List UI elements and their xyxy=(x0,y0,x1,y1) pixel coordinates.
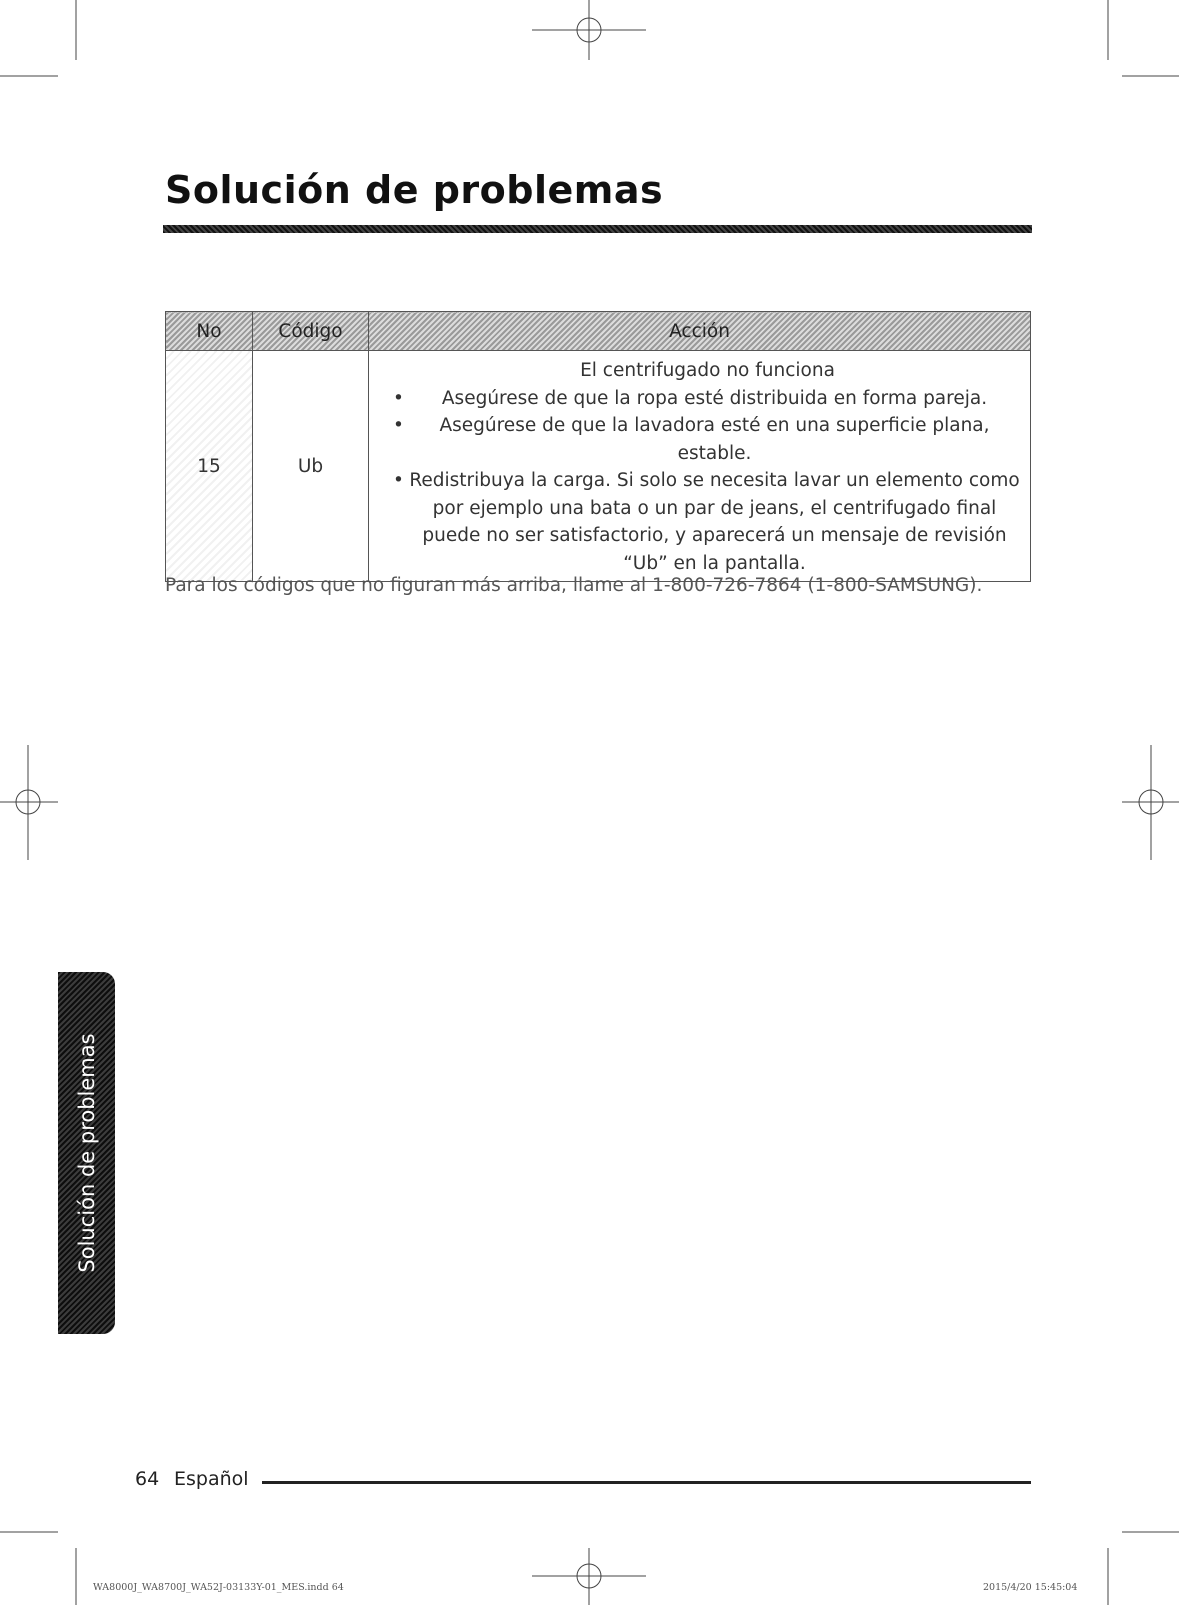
page-title: Solución de problemas xyxy=(165,168,664,212)
list-item: • Redistribuya la carga. Si solo se necesita lavar un elemento como por ejemplo una bata o un par de jeans, el centrifugado final puede no ser satisfactorio, y aparecerá un mensaje de revisión “Ub” en la pantalla. xyxy=(393,467,1022,577)
column-header-no: No xyxy=(166,312,253,351)
section-side-tab xyxy=(58,972,115,1334)
side-tab-label: Solución de problemas xyxy=(74,1033,99,1273)
cell-code: Ub xyxy=(253,351,369,582)
list-item: • Asegúrese de que la lavadora esté en una superficie plana, estable. xyxy=(393,412,1022,467)
print-slug-timestamp: 2015/4/20 15:45:04 xyxy=(983,1582,1078,1593)
cell-action xyxy=(369,351,1031,582)
cell-no: 15 xyxy=(166,351,253,582)
column-header-code: Código xyxy=(253,312,369,351)
print-slug-file: WA8000J_WA8700J_WA52J-03133Y-01_MES.indd 64 xyxy=(93,1582,344,1593)
error-code-table xyxy=(165,311,1031,582)
action-heading: El centrifugado no funciona xyxy=(580,360,835,381)
page-number: 64 xyxy=(135,1468,160,1490)
page-language: Español xyxy=(174,1468,249,1490)
table-row xyxy=(166,351,1031,582)
title-rule xyxy=(163,225,1032,233)
action-bullet-list xyxy=(393,385,1022,578)
list-item: • Asegúrese de que la ropa esté distribuida en forma pareja. xyxy=(393,385,1022,413)
footnote: Para los códigos que no figuran más arriba, llame al 1-800-726-7864 (1-800-SAMSUNG). xyxy=(165,575,983,596)
column-header-action: Acción xyxy=(369,312,1031,351)
table-header-row xyxy=(166,312,1031,351)
footer-rule xyxy=(262,1481,1031,1484)
